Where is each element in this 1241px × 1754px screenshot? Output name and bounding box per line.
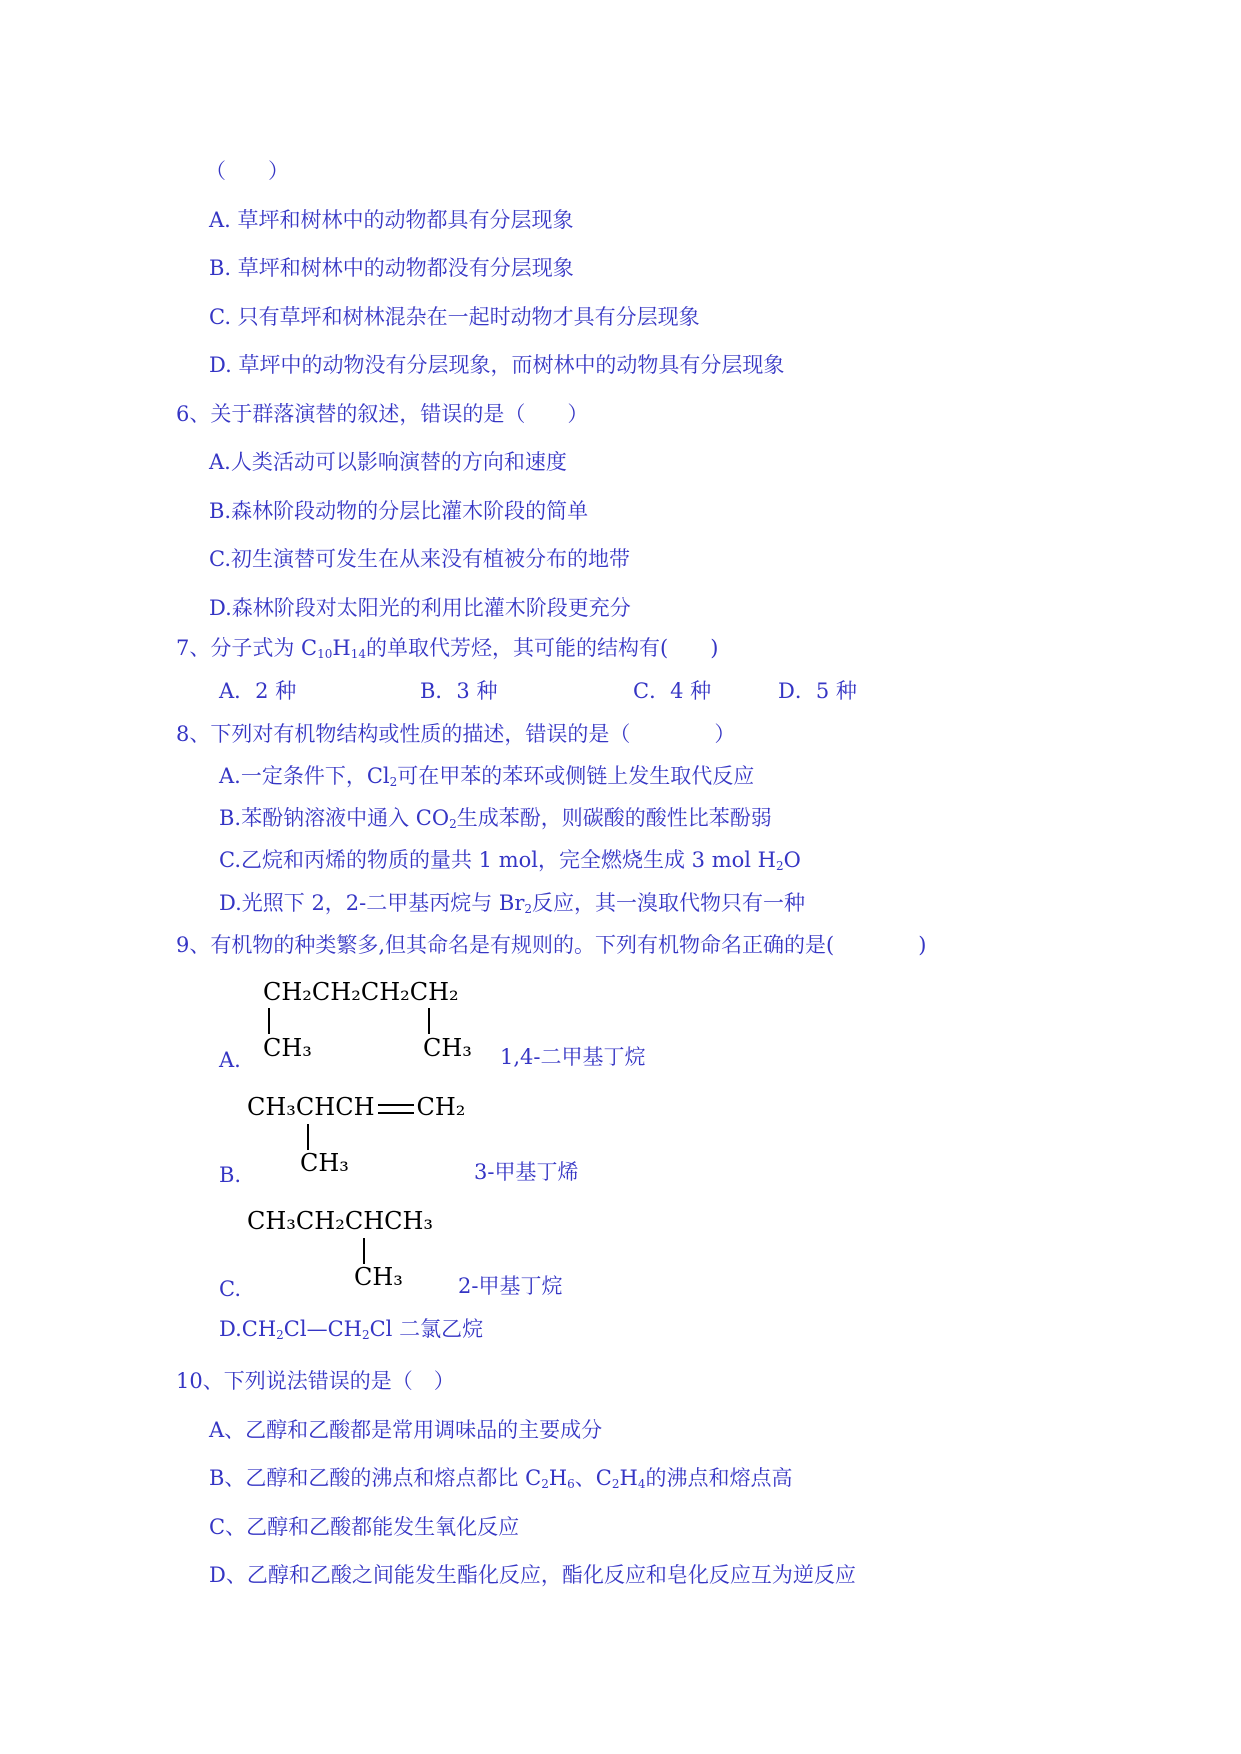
- q5-bracket: （ ）: [205, 159, 289, 183]
- q8-a-pre: A.一定条件下，Cl: [219, 764, 390, 788]
- q10-option-b: [209, 1464, 792, 1492]
- q9c-branch: CH₃: [354, 1263, 403, 1291]
- q7-stem-pre: 7、分子式为 C: [176, 636, 318, 660]
- q10-stem: 10、下列说法错误的是（ ）: [176, 1369, 455, 1393]
- q10b-m1: H: [548, 1466, 568, 1490]
- q5-option-a: A. 草坪和树林中的动物都具有分层现象: [209, 208, 574, 232]
- q9c-formula-chain: CH₃CH₂CHCH₃: [247, 1207, 434, 1235]
- q10b-pre: B、乙醇和乙酸的沸点和熔点都比 C: [209, 1466, 542, 1490]
- q9a-bond-1: [268, 1008, 270, 1034]
- q10-option-d: D、乙醇和乙酸之间能发生酯化反应，酯化反应和皂化反应互为逆反应: [209, 1563, 856, 1587]
- q8-a-sub: 2: [389, 775, 398, 789]
- q9a-formula-chain: CH₂CH₂CH₂CH₂: [263, 978, 459, 1006]
- q9-option-d: [219, 1315, 483, 1343]
- q8-a-post: 可在甲苯的苯环或侧链上发生取代反应: [397, 764, 755, 788]
- q9c-bond: [363, 1238, 365, 1264]
- q9a-bond-2: [428, 1008, 430, 1034]
- q7-option-d: D．5 种: [778, 679, 857, 703]
- q8-option-d: [219, 889, 805, 917]
- q9b-branch: CH₃: [300, 1149, 349, 1177]
- q8-b-post: 生成苯酚，则碳酸的酸性比苯酚弱: [456, 806, 772, 830]
- q8-option-a: [219, 762, 754, 790]
- q9-option-a-label: A.: [219, 1048, 241, 1072]
- q6-option-a: A.人类活动可以影响演替的方向和速度: [209, 450, 567, 474]
- q9b-chain-post: CH₂: [416, 1093, 466, 1121]
- q9b-formula-chain: [247, 1092, 465, 1122]
- q9-option-a-name: 1,4-二甲基丁烷: [500, 1045, 646, 1069]
- q8-b-sub: 2: [449, 817, 457, 831]
- q9d-sub2: 2: [361, 1328, 370, 1342]
- q9d-post: Cl 二氯乙烷: [369, 1317, 484, 1341]
- q10b-m3: H: [619, 1466, 638, 1490]
- q8-d-pre: D.光照下 2，2-二甲基丙烷与 Br: [219, 891, 525, 915]
- q8-b-pre: B.苯酚钠溶液中通入 CO: [219, 806, 450, 830]
- q9b-bond: [307, 1124, 309, 1150]
- q9-stem: 9、有机物的种类繁多,但其命名是有规则的。下列有机物命名正确的是( ): [176, 933, 927, 957]
- q7-sub1: 10: [317, 647, 333, 661]
- q7-option-b: B．3 种: [420, 679, 498, 703]
- q6-option-b: B.森林阶段动物的分层比灌木阶段的简单: [209, 499, 589, 523]
- q10b-s1: 2: [541, 1477, 549, 1491]
- q5-option-b: B. 草坪和树林中的动物都没有分层现象: [209, 256, 574, 280]
- q9-option-b-label: B.: [219, 1163, 242, 1187]
- q10b-s4: 4: [637, 1477, 646, 1491]
- q9b-chain-pre: CH₃CHCH: [247, 1093, 375, 1121]
- q7-sub2: 14: [350, 647, 366, 661]
- q9-option-c-label: C.: [219, 1277, 241, 1301]
- q7-stem-post: 的单取代芳烃，其可能的结构有( ): [366, 636, 719, 660]
- q9-option-c-name: 2-甲基丁烷: [458, 1274, 563, 1298]
- q9-option-b-name: 3-甲基丁烯: [474, 1160, 579, 1184]
- q5-option-d: D. 草坪中的动物没有分层现象，而树林中的动物具有分层现象: [209, 353, 785, 377]
- q9d-mid: Cl—CH: [283, 1317, 362, 1341]
- q6-option-c: C.初生演替可发生在从来没有植被分布的地带: [209, 547, 630, 571]
- q7-option-a: A．2 种: [219, 679, 297, 703]
- q7-option-c: C．4 种: [633, 679, 712, 703]
- q6-option-d: D.森林阶段对太阳光的利用比灌木阶段更充分: [209, 596, 631, 620]
- q8-c-sub: 2: [775, 859, 784, 873]
- q10b-m2: 、C: [574, 1466, 612, 1490]
- q8-d-sub: 2: [524, 902, 533, 916]
- double-bond-icon: [378, 1104, 414, 1114]
- q5-option-c: C. 只有草坪和树林混杂在一起时动物才具有分层现象: [209, 305, 700, 329]
- q10b-post: 的沸点和熔点高: [645, 1466, 793, 1490]
- q8-option-b: [219, 804, 772, 832]
- q10b-s2: 6: [567, 1477, 575, 1491]
- q7-stem-mid: H: [332, 636, 351, 660]
- q9d-pre: D.CH: [219, 1317, 277, 1341]
- q10-option-c: C、乙醇和乙酸都能发生氧化反应: [209, 1515, 520, 1539]
- q7-stem: [176, 634, 718, 662]
- q10b-s3: 2: [611, 1477, 620, 1491]
- q6-stem: 6、关于群落演替的叙述，错误的是（ ）: [176, 402, 589, 426]
- q8-d-post: 反应，其一溴取代物只有一种: [532, 891, 806, 915]
- q8-c-pre: C.乙烷和丙烯的物质的量共 1 mol，完全燃烧生成 3 mol H: [219, 848, 776, 872]
- q10-option-a: A、乙醇和乙酸都是常用调味品的主要成分: [209, 1418, 603, 1442]
- q9a-branch-1: CH₃: [263, 1034, 312, 1062]
- q8-option-c: [219, 846, 801, 874]
- q9a-branch-2: CH₃: [423, 1034, 472, 1062]
- q8-stem: 8、下列对有机物结构或性质的描述，错误的是（ ）: [176, 722, 736, 746]
- q9d-sub1: 2: [276, 1328, 284, 1342]
- q8-c-post: O: [783, 848, 801, 872]
